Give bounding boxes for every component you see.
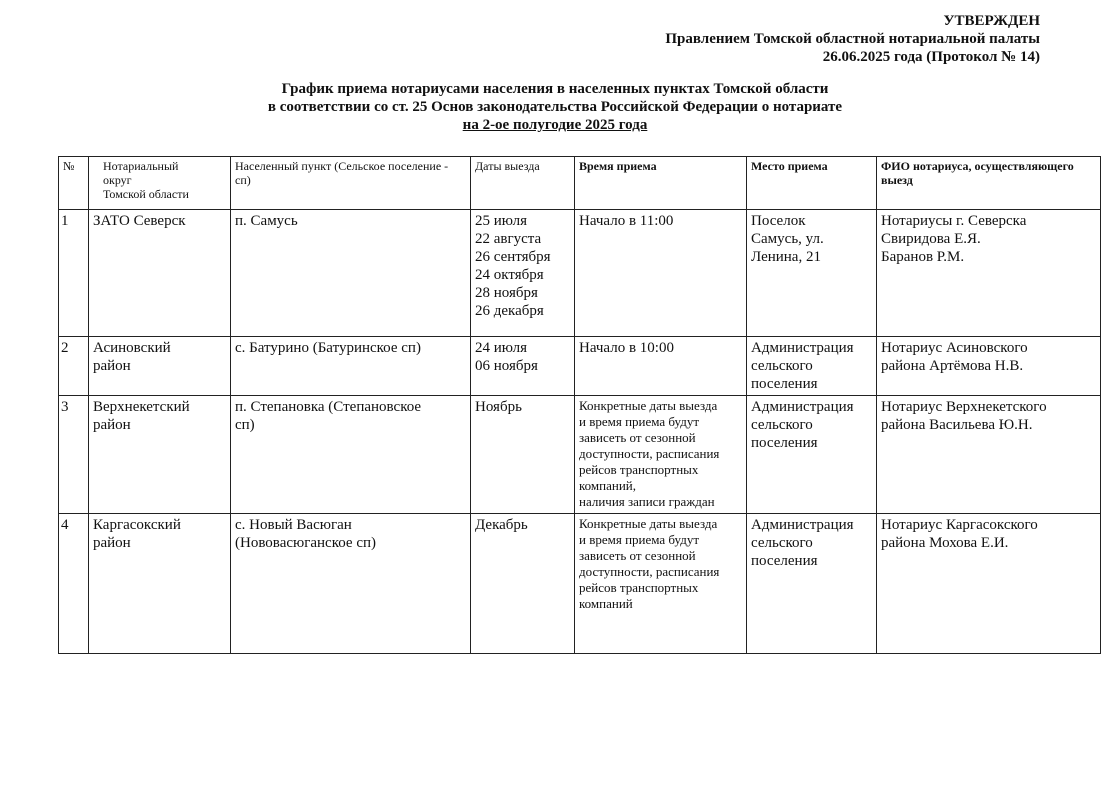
approval-stamp	[665, 12, 1040, 66]
row-locality: с. Новый Васюган (Нововасюганское сп)	[231, 514, 471, 654]
table-header-row	[59, 157, 1101, 210]
header-dates: Даты выезда	[471, 157, 575, 210]
row-num: 3	[59, 396, 89, 514]
row-time: Конкретные даты выезда и время приема будут зависеть от сезонной доступности, расписания рейсов транспортных компаний, наличия записи граждан	[575, 396, 747, 514]
title-line-2: в соответствии со ст. 25 Основ законодательства Российской Федерации о нотариате	[267, 99, 843, 115]
table-row	[59, 396, 1101, 514]
table-row	[59, 514, 1101, 654]
row-dates: 24 июля 06 ноября	[471, 337, 575, 396]
row-locality: п. Самусь	[231, 210, 471, 337]
title-line-3: на 2-ое полугодие 2025 года	[462, 117, 648, 133]
row-dates: 25 июля 22 августа 26 сентября 24 октября 28 ноября 26 декабря	[471, 210, 575, 337]
row-num: 4	[59, 514, 89, 654]
row-time: Конкретные даты выезда и время приема будут зависеть от сезонной доступности, расписания рейсов транспортных компаний	[575, 514, 747, 654]
row-okrug: Каргасокский район	[89, 514, 231, 654]
row-num: 2	[59, 337, 89, 396]
row-place: Администрация сельского поселения	[747, 396, 877, 514]
row-num: 1	[59, 210, 89, 337]
row-notary: Нотариус Верхнекетского района Васильева Ю.Н.	[877, 396, 1101, 514]
row-okrug: ЗАТО Северск	[89, 210, 231, 337]
row-locality: п. Степановка (Степановское сп)	[231, 396, 471, 514]
row-place: Администрация сельского поселения	[747, 514, 877, 654]
header-time: Время приема	[575, 157, 747, 210]
approval-line-3: 26.06.2025 года (Протокол № 14)	[822, 49, 1040, 65]
table-row	[59, 210, 1101, 337]
row-okrug: Верхнекетский район	[89, 396, 231, 514]
schedule-table	[58, 156, 1101, 654]
row-place: Поселок Самусь, ул. Ленина, 21	[747, 210, 877, 337]
document-title	[240, 80, 870, 134]
header-num: №	[59, 157, 89, 210]
row-notary: Нотариус Каргасокского района Мохова Е.И.	[877, 514, 1101, 654]
approval-line-2: Правлением Томской областной нотариальной палаты	[665, 31, 1040, 47]
row-dates: Ноябрь	[471, 396, 575, 514]
row-dates: Декабрь	[471, 514, 575, 654]
row-notary: Нотариус Асиновского района Артёмова Н.В.	[877, 337, 1101, 396]
row-notary: Нотариусы г. Северска Свиридова Е.Я. Баранов Р.М.	[877, 210, 1101, 337]
header-locality: Населенный пункт (Сельское поселение - сп)	[231, 157, 471, 210]
header-place: Место приема	[747, 157, 877, 210]
approval-line-1: УТВЕРЖДЕН	[943, 13, 1040, 29]
header-notary: ФИО нотариуса, осуществляющего выезд	[877, 157, 1101, 210]
header-okrug: Нотариальный округ Томской области	[89, 157, 231, 210]
row-locality: с. Батурино (Батуринское сп)	[231, 337, 471, 396]
row-time: Начало в 10:00	[575, 337, 747, 396]
title-line-1: График приема нотариусами населения в населенных пунктах Томской области	[281, 81, 829, 97]
table-row	[59, 337, 1101, 396]
row-time: Начало в 11:00	[575, 210, 747, 337]
row-place: Администрация сельского поселения	[747, 337, 877, 396]
row-okrug: Асиновский район	[89, 337, 231, 396]
